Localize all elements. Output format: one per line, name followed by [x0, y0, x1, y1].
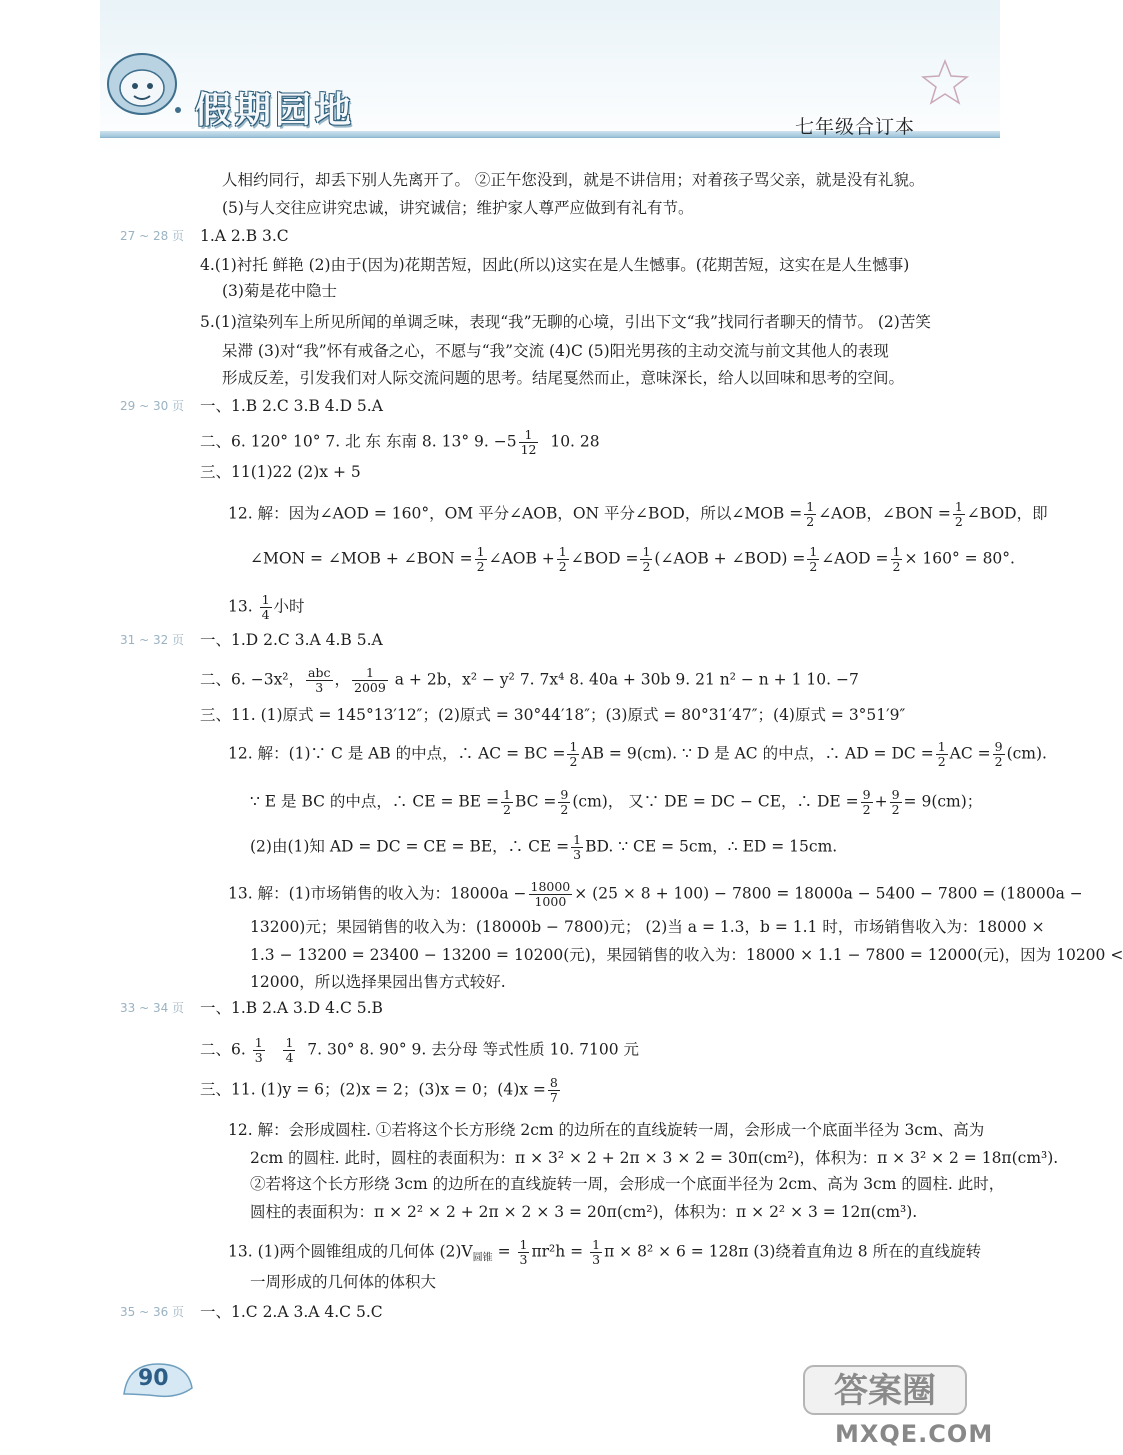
answer-line: 2cm 的圆柱. 此时，圆柱的表面积为：π × 3² × 2 + 2π × 3 × 2 = 30π(cm²)，体积为：π × 3² × 2 = 18π(cm³). — [250, 1149, 1059, 1167]
page-number: 90 — [138, 1366, 169, 1391]
answer-line: 13. (1)两个圆锥组成的几何体 $(2)V_{圆锥}$ = $\frac{1}{3}$ πr²h = $\frac{1}{3}$ π × 8² × 6 = 128π (3)绕着直角边 8 所在的直线旋转 — [228, 1237, 982, 1267]
logo-title: 假期园地 — [195, 90, 356, 131]
mascot-icon — [100, 40, 190, 125]
answer-line: ∵ E 是 BC 的中点，∴ CE = BE = $\frac{1}{2}$ BC = $\frac{9}{2}$ (cm)， 又∵ DE = DC − CE，∴ DE = $\frac{9}{2}$ + $\frac{9}{2}$ = 9(cm)； — [250, 787, 983, 817]
page-range-label: 27 ~ 28 页 — [120, 229, 185, 243]
answer-line: 二、6. −3x²， $\frac{\text{abc}}{3}$ ， $\frac{1}{2009}$ a + 2b，x² − y² 7. 7x⁴ 8. 40a + 30b 9. 21 n² − n + 1 10. −7 — [200, 665, 859, 695]
answer-line: 4.(1)衬托 鲜艳 (2)由于(因为)花期苦短，因此(所以)这实在是人生憾事。(花期苦短，这实在是人生憾事) — [200, 256, 910, 274]
answer-line: 12. 解：会形成圆柱. ①若将这个长方形绕 2cm 的边所在的直线旋转一周，会形成一个底面半径为 3cm、高为 — [228, 1121, 985, 1139]
answer-line: 12. 解：因为∠AOD = 160°，OM 平分∠AOB，ON 平分∠BOD，所以∠MOB = $\frac{1}{2}$ ∠AOB，∠BON = $\frac{1}{2}$ ∠BOD，即 — [228, 499, 1048, 529]
page-range-label: 29 ~ 30 页 — [120, 399, 185, 413]
fraction: $\frac{1}{12}$ — [520, 427, 537, 457]
answer-line: 一、1.D 2.C 3.A 4.B 5.A — [200, 631, 383, 649]
svg-text:答案圈: 答案圈 — [834, 1371, 936, 1411]
answer-line: 一、1.B 2.C 3.B 4.D 5.A — [200, 397, 383, 415]
page-range-label: 33 ~ 34 页 — [120, 1001, 185, 1015]
answer-line: 三、11. (1)原式 = 145°13′12″；(2)原式 = 30°44′18″；(3)原式 = 80°31′47″；(4)原式 = 3°51′9″ — [200, 706, 906, 724]
answer-line: 13200)元；果园销售的收入为：(18000b − 7800)元； (2)当 a = 1.3，b = 1.1 时，市场销售收入为：18000 × — [250, 918, 1045, 936]
answer-line: 13. 解：(1)市场销售的收入为：18000a − $\frac{18000}{1000}$ × (25 × 8 + 100) − 7800 = 18000a − 5400 − 7800 = (18000a − — [228, 879, 1083, 909]
answer-line: ∠MON = ∠MOB + ∠BON = $\frac{1}{2}$ ∠AOB + $\frac{1}{2}$ ∠BOD = $\frac{1}{2}$ (∠AOB + ∠BOD) = $\frac{1}{2}$ ∠AOD = $\frac{1}{2}$ × 160° = 80°. — [250, 544, 1015, 574]
answer-line: 呆滞 (3)对“我”怀有戒备之心，不愿与“我”交流 (4)C (5)阳光男孩的主动交流与前文其他人的表现 — [222, 342, 889, 360]
answer-line: 1.A 2.B 3.C — [200, 227, 289, 245]
answer-line: 圆柱的表面积为：π × 2² × 2 + 2π × 2 × 3 = 20π(cm²)，体积为：π × 2² × 3 = 12π(cm³). — [250, 1203, 918, 1221]
answer-line: 一、1.C 2.A 3.A 4.C 5.C — [200, 1303, 383, 1321]
answer-line: 三、11. (1)y = 6；(2)x = 2；(3)x = 0；(4)x = $\frac{8}{7}$ — [200, 1075, 558, 1105]
answer-line: (3)菊是花中隐士 — [222, 282, 337, 300]
page-range-label: 31 ~ 32 页 — [120, 633, 185, 647]
answer-line: 12000，所以选择果园出售方式较好. — [250, 973, 506, 991]
answer-line: 三、11(1)22 (2)x + 5 — [200, 463, 361, 481]
watermark-logo — [800, 1358, 970, 1418]
answer-line: 二、6. 120° 10° 7. 北 东 东南 8. 13° 9. −5 $\frac{1}{12}$ 10. 28 — [200, 427, 600, 457]
grade-label: 七年级合订本 — [795, 116, 916, 138]
answer-line: (2)由(1)知 AD = DC = CE = BE，∴ CE = $\frac{1}{3}$ BD. ∵ CE = 5cm，∴ ED = 15cm. — [250, 832, 838, 862]
page-range-label: 35 ~ 36 页 — [120, 1305, 185, 1319]
answer-line: 形成反差，引发我们对人际交流问题的思考。结尾戛然而止，意味深长，给人以回味和思考的空间。 — [222, 369, 905, 387]
answer-line: ②若将这个长方形绕 3cm 的边所在的直线旋转一周，会形成一个底面半径为 2cm、高为 3cm 的圆柱. 此时， — [250, 1175, 1005, 1193]
answer-line: 12. 解：(1)∵ C 是 AB 的中点，∴ AC = BC = $\frac{1}{2}$ AB = 9(cm). ∵ D 是 AC 的中点，∴ AD = DC = $\frac{1}{2}$ AC = $\frac{9}{2}$ (cm). — [228, 739, 1047, 769]
answer-line: (5)与人交往应讲究忠诚，讲究诚信；维护家人尊严应做到有礼有节。 — [222, 199, 694, 217]
watermark-url: MXQE.COM — [835, 1420, 994, 1448]
answer-line: 13. $\frac{1}{4}$ 小时 — [228, 592, 305, 622]
answer-line: 一、1.B 2.A 3.D 4.C 5.B — [200, 999, 383, 1017]
answer-line: 1.3 − 13200 = 23400 − 13200 = 10200(元)，果园销售的收入为：18000 × 1.1 − 7800 = 12000(元)，因为 10200 < — [250, 946, 1123, 964]
answer-line: 二、6. $\frac{1}{3}$ $\frac{1}{4}$ 7. 30° 8. 90° 9. 去分母 等式性质 10. 7100 元 — [200, 1035, 640, 1065]
answer-line: 一周形成的几何体的体积大 — [250, 1273, 437, 1291]
star-icon — [920, 58, 980, 108]
answer-line: 5.(1)渲染列车上所见所闻的单调乏味，表现“我”无聊的心境，引出下文“我”找同行者聊天的情节。 (2)苦笑 — [200, 313, 931, 331]
answer-line: 人相约同行，却丢下别人先离开了。 ②正午您没到，就是不讲信用；对着孩子骂父亲，就是没有礼貌。 — [222, 171, 925, 189]
